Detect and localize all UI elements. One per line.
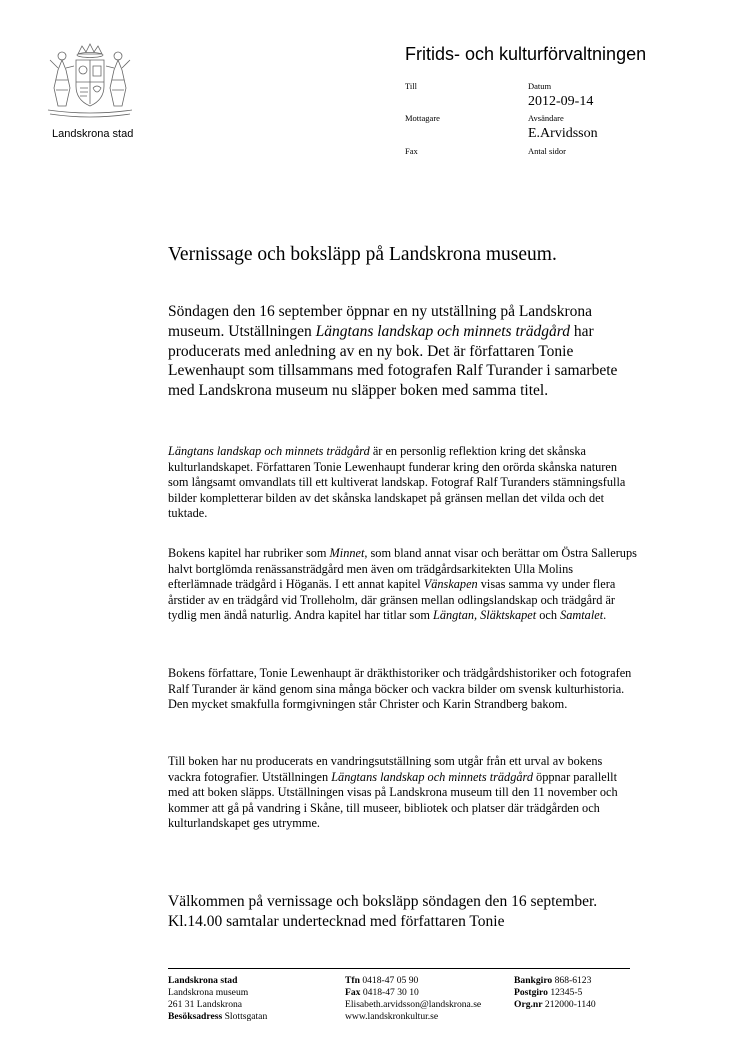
- headline: Vernissage och boksläpp på Landskrona museum.: [168, 244, 557, 265]
- avsandare-label: Avsändare: [528, 113, 564, 123]
- datum-value: 2012-09-14: [528, 94, 594, 109]
- datum-label: Datum: [528, 81, 552, 91]
- closing-paragraph: Välkommen på vernissage och boksläpp söndagen den 16 september. Kl.14.00 samtalar undertecknad med författaren Tonie: [168, 893, 598, 930]
- mottagare-label: Mottagare: [405, 113, 440, 123]
- department-name: Fritids- och kulturförvaltningen: [405, 44, 647, 64]
- antal-sidor-label: Antal sidor: [528, 146, 567, 156]
- city-name: Landskrona stad: [52, 128, 134, 140]
- avsandare-value: E.Arvidsson: [528, 126, 598, 141]
- till-label: Till: [405, 81, 417, 91]
- website-link[interactable]: www.landskronkultur.se: [345, 1011, 439, 1022]
- footer-divider: [168, 968, 630, 969]
- email-link[interactable]: Elisabeth.arvidsson@landskrona.se: [345, 999, 482, 1010]
- fax-label: Fax: [405, 146, 418, 156]
- paragraph-chapters: Bokens kapitel har rubriker som Minnet, som bland annat visar och berättar om Östra Sallerups halvt bortglömda renässansträdgård men även om trädgårdsarkitekten Ulla Molins efterlämnade trädgård i Höganäs. I ett annat kapitel Vänskapen visas samma vy under flera årstider av en trädgård vid Trolleholm, där gränsen mellan odlingslandskap och trädgård är tydlig men ändå naturlig. Andra kapitel har titlar som Längtan, Släktskapet och Samtalet.: [168, 546, 637, 623]
- footer-address-column: Landskrona stad Landskrona museum 261 31 Landskrona Besöksadress Slottsgatan: [168, 975, 268, 1022]
- footer-contact-column: Tfn 0418-47 05 90 Fax 0418-47 30 10 Elisabeth.arvidsson@landskrona.se www.landskronkultur.se: [345, 975, 482, 1022]
- book-title: Längtans landskap och minnets trädgård: [168, 444, 370, 458]
- paragraph-book-description: Längtans landskap och minnets trädgård är en personlig reflektion kring det skånska kulturlandskapet. Författaren Tonie Lewenhaupt funderar kring den orörda skånska naturen som långsamt omvandlats till ett kultiverat landskap. Fotograf Ralf Turanders stämningsfulla bilder kompletterar bilden av det skånska landskapet på gränsen mellan det vilda och det tuktade.: [168, 444, 626, 521]
- landskrona-coat-of-arms-logo: [40, 40, 140, 120]
- lead-paragraph: Söndagen den 16 september öppnar en ny utställning på Landskrona museum. Utställningen Längtans landskap och minnets trädgård har producerats med anledning av en ny bok. Det är författaren Tonie Lewenhaupt som tillsammans med fotografen Ralf Turander i samarbete med Landskrona museum nu släpper boken med samma titel.: [168, 303, 618, 400]
- paragraph-exhibition: Till boken har nu producerats en vandringsutställning som utgår från ett urval av bokens vackra fotografier. Utställningen Längtans landskap och minnets trädgård öppnar parallellt med att boken släpps. Utställningen visas på Landskrona museum till den 11 november och kommer att gå på vandring i Skåne, till museer, bibliotek och platser där trädgården och kulturlandskapet ges utrymme.: [168, 754, 618, 831]
- footer-payment-column: Bankgiro 868-6123 Postgiro 12345-5 Org.nr 212000-1140: [514, 975, 596, 1010]
- paragraph-authors: Bokens författare, Tonie Lewenhaupt är dräkthistoriker och trädgårdshistoriker och fotografen Ralf Turander är känd genom sina många böcker och vackra bilder om svensk kulturhistoria. Den mycket smakfulla formgivningen står Christer och Karin Strandberg bakom.: [168, 666, 632, 712]
- book-title: Längtans landskap och minnets trädgård: [315, 322, 570, 340]
